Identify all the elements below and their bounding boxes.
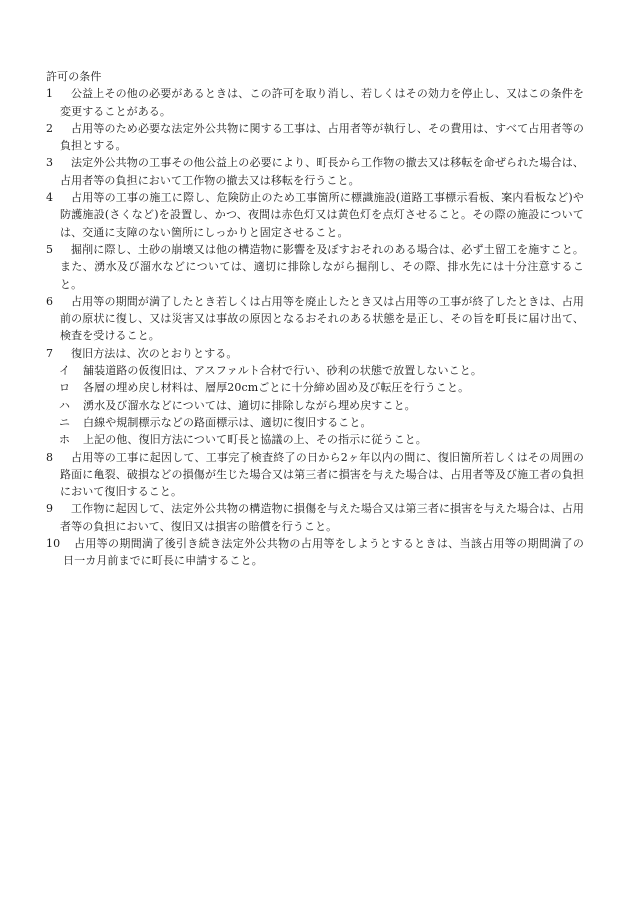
condition-text: 工作物に起因して、法定外公共物の構造物に損傷を与えた場合又は第三者に損害を与えた場合は、占用者等の負担において、復旧又は損害の賠償を行うこと。 <box>60 502 584 533</box>
condition-7 <box>46 345 584 362</box>
condition-number: 4 <box>46 191 54 205</box>
condition-number: 7 <box>46 346 54 360</box>
restoration-mark: ハ <box>59 398 71 412</box>
condition-6 <box>46 293 584 345</box>
restoration-text: 湧水及び溜水などについては、適切に排除しながら埋め戻すこと。 <box>83 398 416 412</box>
condition-4 <box>46 189 584 241</box>
condition-number: 8 <box>46 450 54 464</box>
restoration-mark: ロ <box>59 381 71 395</box>
condition-text: 法定外公共物の工事その他公益上の必要により、町長から工作物の撤去又は移転を命ぜられた場合は、占用者等の負担において工作物の撤去又は移転を行うこと。 <box>60 156 584 187</box>
condition-10 <box>46 535 584 570</box>
restoration-mark: ホ <box>59 433 71 447</box>
condition-9 <box>46 500 584 535</box>
restoration-text: 各層の埋め戻し材料は、層厚20cmごとに十分締め固め及び転圧を行うこと。 <box>83 381 470 395</box>
condition-number: 3 <box>46 156 54 170</box>
condition-text: 占用等の期間が満了したとき若しくは占用等を廃止したとき又は占用等の工事が終了したときは、占用前の原状に復し、又は災害又は事故の原因となるおそれのある状態を是正し、その旨を町長に届け出て、検査を受けること。 <box>60 294 584 343</box>
restoration-mark: イ <box>59 364 71 378</box>
restoration-text: 舗装道路の仮復旧は、アスファルト合材で行い、砂利の状態で放置しないこと。 <box>83 364 482 378</box>
condition-text: 占用等の工事に起因して、工事完了検査終了の日から2ヶ年以内の間に、復旧箇所若しくはその周囲の路面に亀裂、破損などの損傷が生じた場合又は第三者に損害を与えた場合は、占用者等及び施工者の負担において復旧すること。 <box>60 450 584 499</box>
restoration-item-ro <box>46 379 584 396</box>
restoration-mark: ニ <box>59 415 71 429</box>
condition-number: 10 <box>46 537 61 551</box>
condition-2 <box>46 120 584 155</box>
condition-text: 占用等のため必要な法定外公共物に関する工事は、占用者等が執行し、その費用は、すべて占用者等の負担とする。 <box>60 121 584 153</box>
restoration-item-ho <box>46 431 584 448</box>
condition-text: 掘削に際し、土砂の崩壊又は他の構造物に影響を及ぼすおそれのある場合は、必ず土留工を施すこと。また、湧水及び溜水などについては、適切に排除しながら掘削し、その際、排水先には十分注意すること。 <box>60 242 584 291</box>
condition-5 <box>46 241 584 293</box>
condition-3 <box>46 154 584 189</box>
condition-number: 5 <box>46 242 54 256</box>
condition-number: 1 <box>46 87 54 101</box>
condition-text: 占用等の工事の施工に際し、危険防止のため工事箇所に標識施設(道路工事標示看板、案内看板など)や防護施設(さくなど)を設置し、かつ、夜間は赤色灯又は黄色灯を点灯させること。その際の施設については、交通に支障のない箇所にしっかりと固定させること。 <box>60 191 584 239</box>
document-title: 許可の条件 <box>46 70 102 83</box>
condition-1 <box>46 85 584 120</box>
condition-text: 復旧方法は、次のとおりとする。 <box>71 346 238 360</box>
restoration-item-ni <box>46 414 584 431</box>
condition-number: 6 <box>46 294 54 308</box>
condition-number: 9 <box>46 502 54 516</box>
restoration-text: 上記の他、復旧方法について町長と協議の上、その指示に従うこと。 <box>83 433 427 447</box>
restoration-text: 白線や規制標示などの路面標示は、適切に復旧すること。 <box>83 415 372 429</box>
condition-8 <box>46 449 584 501</box>
condition-text: 占用等の期間満了後引き続き法定外公共物の占用等をしようとするときは、当該占用等の期間満了の日一カ月前までに町長に申請すること。 <box>63 537 584 568</box>
condition-number: 2 <box>46 121 54 135</box>
condition-text: 公益上その他の必要があるときは、この許可を取り消し、若しくはその効力を停止し、又はこの条件を変更することがある。 <box>60 87 584 118</box>
conditions-document <box>46 68 584 570</box>
restoration-item-ha <box>46 397 584 414</box>
restoration-item-i <box>46 362 584 379</box>
